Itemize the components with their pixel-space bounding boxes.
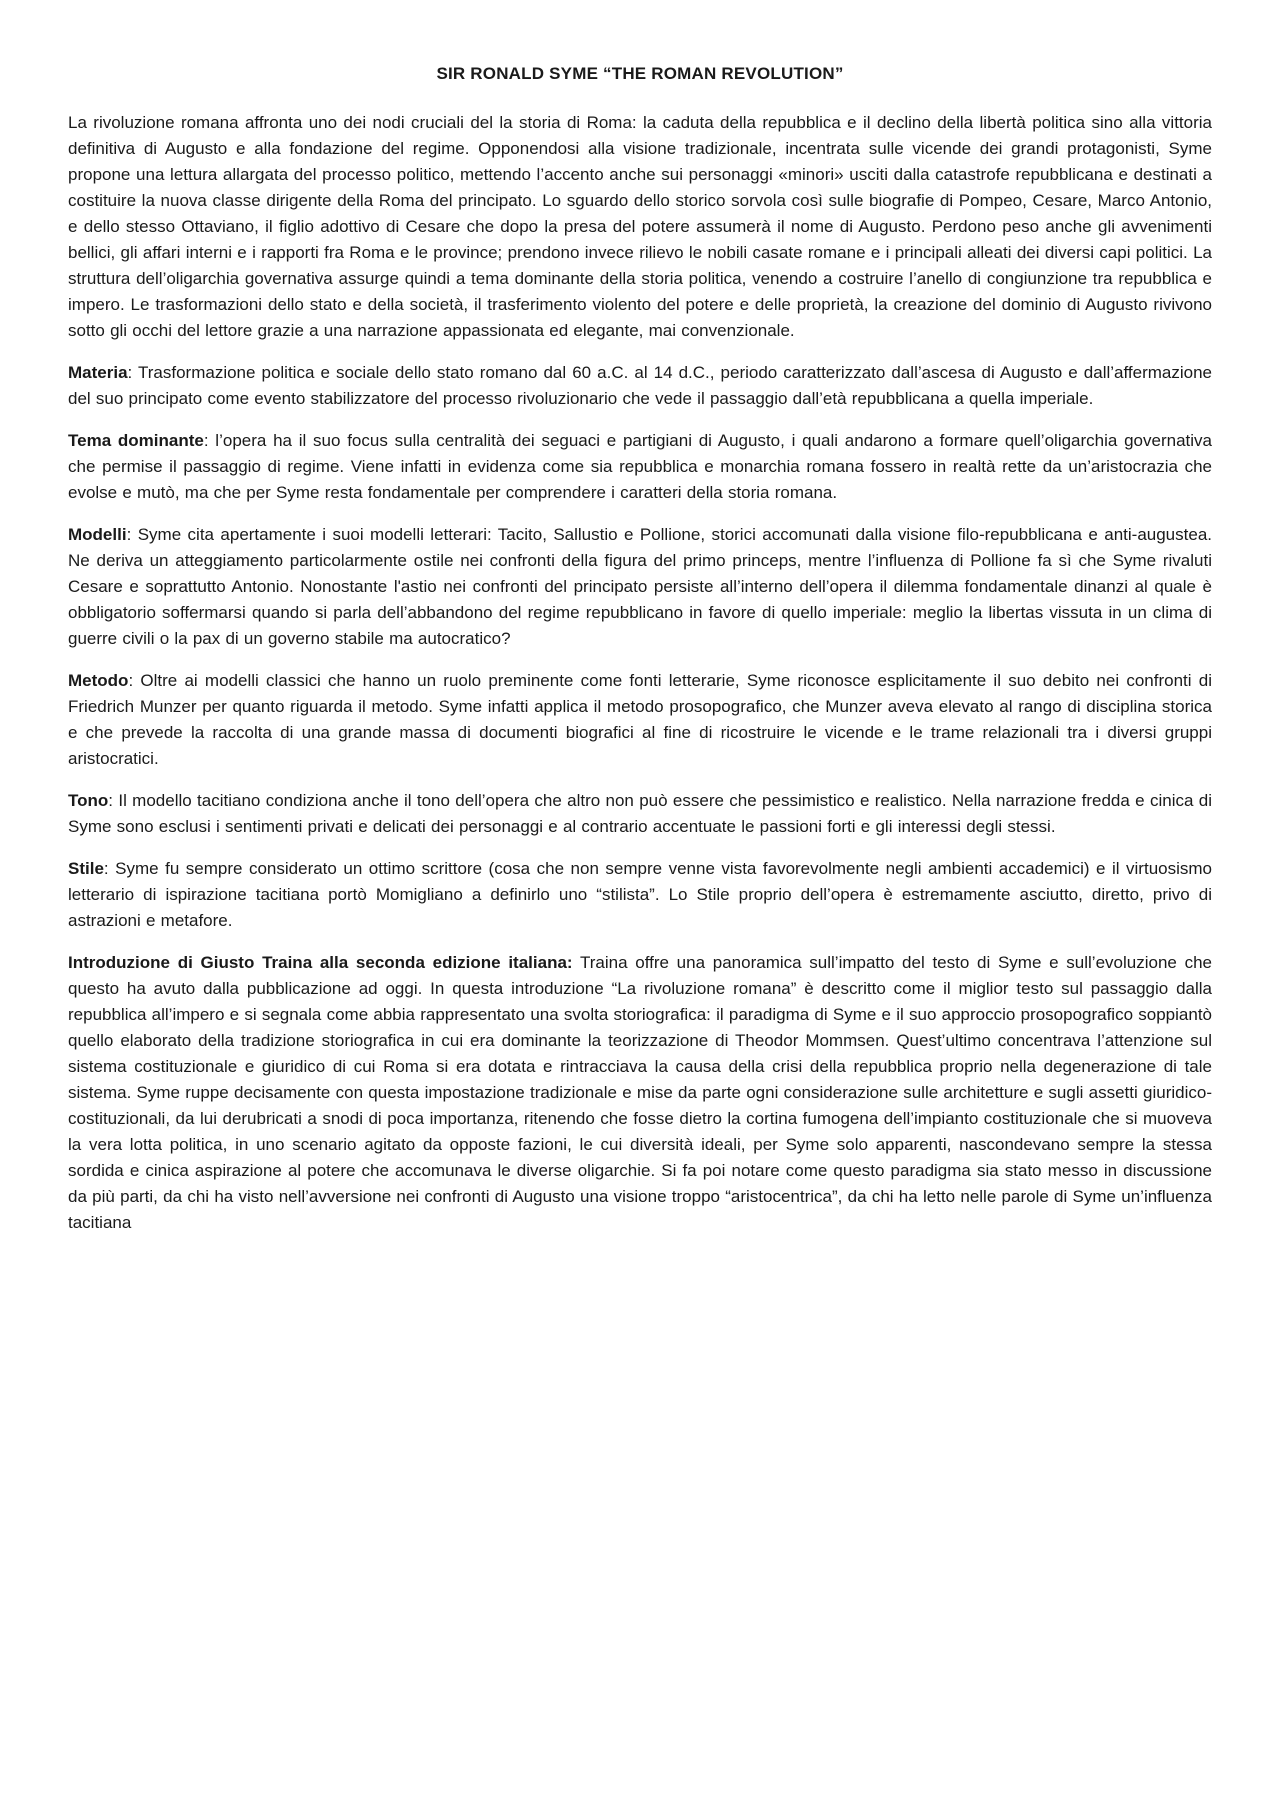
paragraph-metodo: [68, 668, 1212, 772]
paragraph-introduzione-traina: [68, 950, 1212, 1236]
paragraph-materia: [68, 360, 1212, 412]
paragraph-text: : l’opera ha il suo focus sulla centralità dei seguaci e partigiani di Augusto, i quali andarono a formare quell’oligarchia governativa che permise il passaggio di regime. Viene infatti in evidenza come sia repubblica e monarchia romana fossero in realtà rette da un’aristocrazia che evolse e mutò, ma che per Syme resta fondamentale per comprendere i caratteri della storia romana.: [68, 431, 1212, 502]
paragraph-modelli: [68, 522, 1212, 652]
paragraph-label: Tema dominante: [68, 431, 204, 450]
paragraph-intro: [68, 110, 1212, 344]
paragraph-tema-dominante: [68, 428, 1212, 506]
paragraph-label: Tono: [68, 791, 109, 810]
paragraph-text: La rivoluzione romana affronta uno dei nodi cruciali del la storia di Roma: la caduta della repubblica e il declino della libertà politica sino alla vittoria definitiva di Augusto e alla fondazione del regime. Opponendosi alla visione tradizionale, incentrata sulle vicende dei grandi protagonisti, Syme propone una lettura allargata del processo politico, mettendo l’accento anche sui personaggi «minori» usciti dalla catastrofe repubblicana e destinati a costituire la nuova classe dirigente della Roma del principato. Lo sguardo dello storico sorvola così sulle biografie di Pompeo, Cesare, Marco Antonio, e dello stesso Ottaviano, il figlio adottivo di Cesare che dopo la presa del potere assumerà il nome di Augusto. Perdono peso anche gli avvenimenti bellici, gli affari interni e i rapporti fra Roma e le province; prendono invece rilievo le nobili casate romane e i principali alleati dei diversi capi politici. La struttura dell’oligarchia governativa assurge quindi a tema dominante della storia politica, venendo a costruire l’anello di congiunzione tra repubblica e impero. Le trasformazioni dello stato e della società, il trasferimento violento del potere e delle proprietà, la creazione del dominio di Augusto rivivono sotto gli occhi del lettore grazie a una narrazione appassionata ed elegante, mai convenzionale.: [68, 113, 1212, 340]
paragraph-text: : Syme fu sempre considerato un ottimo scrittore (cosa che non sempre venne vista favorevolmente negli ambienti accademici) e il virtuosismo letterario di ispirazione tacitiana portò Momigliano a definirlo uno “stilista”. Lo Stile proprio dell’opera è estremamente asciutto, diretto, privo di astrazioni e metafore.: [68, 859, 1212, 930]
paragraph-label: Modelli: [68, 525, 127, 544]
page-title: SIR RONALD SYME “THE ROMAN REVOLUTION”: [436, 64, 844, 83]
paragraph-stile: [68, 856, 1212, 934]
paragraph-text: : Trasformazione politica e sociale dello stato romano dal 60 a.C. al 14 d.C., periodo caratterizzato dall’ascesa di Augusto e dall’affermazione del suo principato come evento stabilizzatore del processo rivoluzionario che vede il passaggio dall’età repubblicana a quella imperiale.: [68, 363, 1212, 408]
paragraph-text: : Syme cita apertamente i suoi modelli letterari: Tacito, Sallustio e Pollione, storici accomunati dalla visione filo-repubblicana e anti-augustea. Ne deriva un atteggiamento particolarmente ostile nei confronti della figura del primo princeps, mentre l’influenza di Pollione fa sì che Syme rivaluti Cesare e soprattutto Antonio. Nonostante l'astio nei confronti del principato persiste all’interno dell’opera il dilemma fondamentale dinanzi al quale è obbligatorio soffermarsi quando si parla dell’abbandono del regime repubblicano in favore di quello imperiale: meglio la libertas vissuta in un clima di guerre civili o la pax di un governo stabile ma autocratico?: [68, 525, 1212, 648]
paragraph-label: Materia: [68, 363, 128, 382]
paragraph-text: : Il modello tacitiano condiziona anche il tono dell’opera che altro non può essere che pessimistico e realistico. Nella narrazione fredda e cinica di Syme sono esclusi i sentimenti privati e delicati dei personaggi e al contrario accentuate le passioni forti e gli interessi degli stessi.: [68, 791, 1212, 836]
paragraph-text: : Oltre ai modelli classici che hanno un ruolo preminente come fonti letterarie, Syme riconosce esplicitamente il suo debito nei confronti di Friedrich Munzer per quanto riguarda il metodo. Syme infatti applica il metodo prosopografico, che Munzer aveva elevato al rango di disciplina storica e che prevede la raccolta di una grande massa di documenti biografici al fine di ricostruire le vicende e le trame relazionali tra i diversi gruppi aristocratici.: [68, 671, 1212, 768]
paragraph-label: Metodo: [68, 671, 129, 690]
paragraph-label: Introduzione di Giusto Traina alla seconda edizione italiana:: [68, 953, 573, 972]
paragraph-label: Stile: [68, 859, 104, 878]
paragraph-tono: [68, 788, 1212, 840]
paragraph-text: Traina offre una panoramica sull’impatto del testo di Syme e sull’evoluzione che questo ha avuto dalla pubblicazione ad oggi. In questa introduzione “La rivoluzione romana” è descritto come il miglior testo sul passaggio dalla repubblica all’impero e si segnala come abbia rappresentato una svolta storiografica: il paradigma di Syme e il suo approccio prosopografico soppiantò quello elaborato della tradizione storiografica in cui era dominante la teorizzazione di Theodor Mommsen. Quest’ultimo concentrava l’attenzione sul sistema costituzionale e giuridico di cui Roma si era dotata e rintracciava la causa della crisi della repubblica proprio nella degenerazione di tale sistema. Syme ruppe decisamente con questa impostazione tradizionale e mise da parte ogni considerazione sulle architetture e sugli assetti giuridico-costituzionali, da lui derubricati a snodi di poca importanza, ritenendo che fosse dietro la cortina fumogena dell’impianto costituzionale che si muoveva la vera lotta politica, in uno scenario agitato da opposte fazioni, le cui diversità ideali, per Syme solo apparenti, nascondevano sempre la stessa sordida e cinica aspirazione al potere che accomunava le diverse oligarchie. Si fa poi notare come questo paradigma sia stato messo in discussione da più parti, da chi ha visto nell’avversione nei confronti di Augusto una visione troppo “aristocentrica”, da chi ha letto nelle parole di Syme un’influenza tacitiana: [68, 953, 1212, 1232]
